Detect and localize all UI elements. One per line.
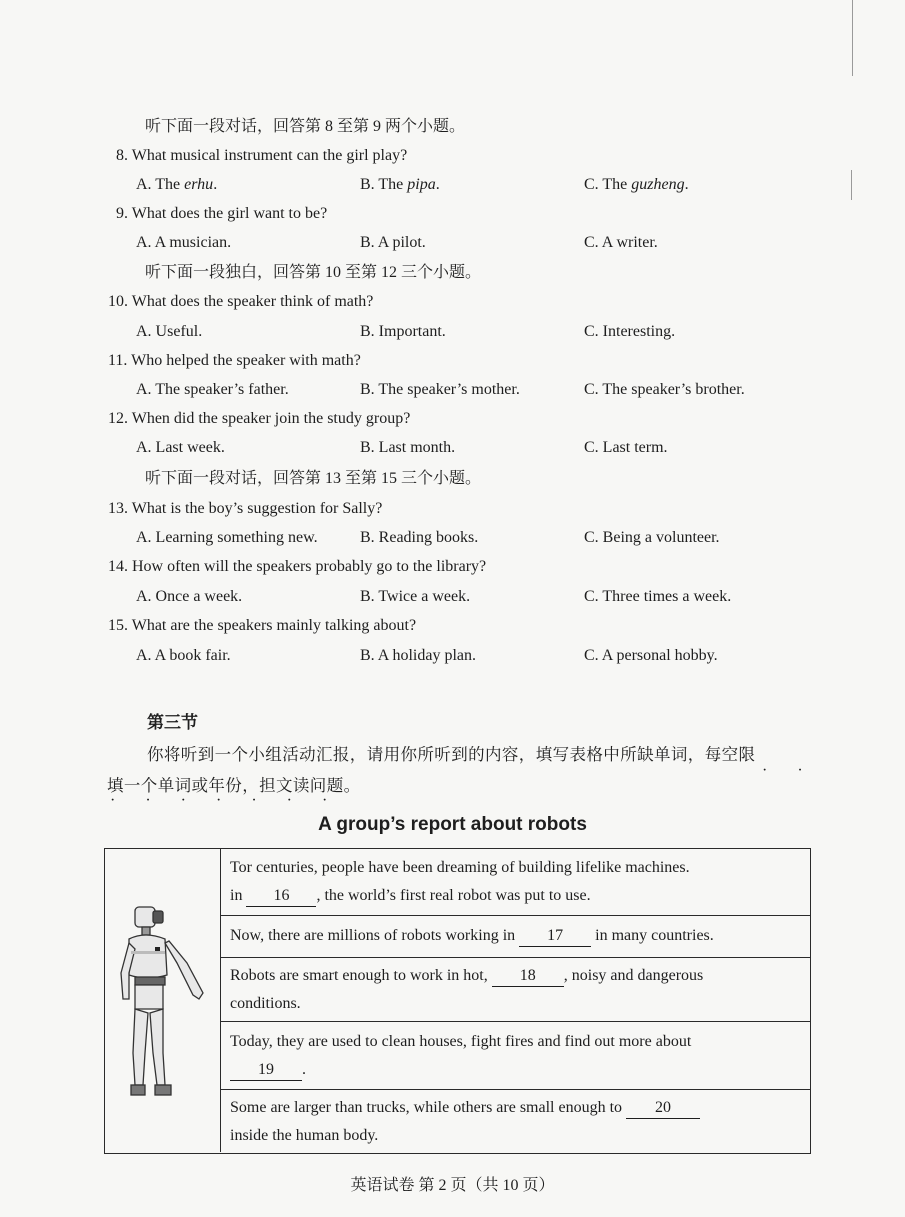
option-9a: A. A musician. xyxy=(136,234,232,251)
option-12b: B. Last month. xyxy=(360,439,456,456)
question-8: 8. What musical instrument can the girl play? xyxy=(116,147,408,164)
blank-20[interactable]: 20 xyxy=(626,1098,700,1119)
emphasis-dots: · · xyxy=(762,762,816,779)
blank-18[interactable]: 18 xyxy=(492,966,564,987)
option-12c: C. Last term. xyxy=(584,439,668,456)
row-5-pre: Some are larger than trucks, while others are small enough to xyxy=(230,1099,627,1116)
report-title: A group’s report about robots xyxy=(318,814,587,835)
option-15c: C. A personal hobby. xyxy=(584,647,718,664)
row-2-post: in many countries. xyxy=(591,927,714,944)
report-row-2 xyxy=(221,916,810,958)
option-10b: B. Important. xyxy=(360,323,446,340)
row-5-line2: inside the human body. xyxy=(230,1127,379,1144)
option-11c: C. The speaker’s brother. xyxy=(584,381,745,398)
instruction-10-12: 听下面一段独白，回答第 10 至第 12 三个小题。 xyxy=(145,264,482,281)
question-15: 15. What are the speakers mainly talking about? xyxy=(108,617,417,634)
section-3-instruction-line1: 你将听到一个小组活动汇报，请用你所听到的内容，填写表格中所缺单词，每空限 xyxy=(147,745,756,764)
option-9b: B. A pilot. xyxy=(360,234,426,251)
report-row-3 xyxy=(221,958,810,1022)
row-2-pre: Now, there are millions of robots working in xyxy=(230,927,520,944)
question-13: 13. What is the boy’s suggestion for Sally? xyxy=(108,500,383,517)
option-8a: A. The erhu. xyxy=(136,176,218,193)
robot-image-cell xyxy=(105,849,221,1152)
option-8b: B. The pipa. xyxy=(360,176,440,193)
row-4-post: . xyxy=(302,1061,306,1078)
question-14: 14. How often will the speakers probably go to the library? xyxy=(108,558,487,575)
instruction-8-9: 听下面一段对话，回答第 8 至第 9 两个小题。 xyxy=(145,118,466,135)
report-row-1 xyxy=(221,849,810,916)
instruction-13-15: 听下面一段对话，回答第 13 至第 15 三个小题。 xyxy=(145,470,482,487)
option-11b: B. The speaker’s mother. xyxy=(360,381,520,398)
question-10: 10. What does the speaker think of math? xyxy=(108,293,374,310)
row-4-text: Today, they are used to clean houses, fight fires and find out more about xyxy=(230,1033,692,1050)
option-13b: B. Reading books. xyxy=(360,529,479,546)
report-table xyxy=(104,848,811,1154)
option-11a: A. The speaker’s father. xyxy=(136,381,289,398)
option-13c: C. Being a volunteer. xyxy=(584,529,720,546)
section-3-title: 第三节 xyxy=(147,713,198,733)
option-10a: A. Useful. xyxy=(136,323,203,340)
option-12a: A. Last week. xyxy=(136,439,225,456)
question-11: 11. Who helped the speaker with math? xyxy=(108,352,361,369)
row-3-line2: conditions. xyxy=(230,995,301,1012)
scan-edge-line xyxy=(851,170,852,200)
option-15b: B. A holiday plan. xyxy=(360,647,476,664)
option-14a: A. Once a week. xyxy=(136,588,243,605)
row-1-text: Tor centuries, people have been dreaming of building lifelike machines. xyxy=(230,859,690,876)
option-9c: C. A writer. xyxy=(584,234,658,251)
report-row-4 xyxy=(221,1022,810,1090)
row-1-pre: in xyxy=(230,887,247,904)
option-15a: A. A book fair. xyxy=(136,647,231,664)
page-footer: 英语试卷 第 2 页（共 10 页） xyxy=(350,1177,555,1194)
option-14c: C. Three times a week. xyxy=(584,588,732,605)
row-1-post: , the world’s first real robot was put to use. xyxy=(316,887,591,904)
question-9: 9. What does the girl want to be? xyxy=(116,205,328,222)
option-8c: C. The guzheng. xyxy=(584,176,689,193)
option-14b: B. Twice a week. xyxy=(360,588,471,605)
option-13a: A. Learning something new. xyxy=(136,529,318,546)
row-3-pre: Robots are smart enough to work in hot, xyxy=(230,967,492,984)
report-row-5 xyxy=(221,1090,810,1152)
emphasis-dots: · · · · · · · xyxy=(110,792,341,809)
robot-illustration-icon xyxy=(105,849,220,1152)
option-10c: C. Interesting. xyxy=(584,323,676,340)
blank-17[interactable]: 17 xyxy=(519,926,591,947)
section-3-instruction-line2: 填一个单词或年份，担文读问题。 xyxy=(107,776,361,795)
blank-19[interactable]: 19 xyxy=(230,1060,302,1081)
scan-edge-line xyxy=(852,0,853,76)
blank-16[interactable]: 16 xyxy=(246,886,316,907)
row-3-post: , noisy and dangerous xyxy=(563,967,704,984)
question-12: 12. When did the speaker join the study group? xyxy=(108,410,411,427)
